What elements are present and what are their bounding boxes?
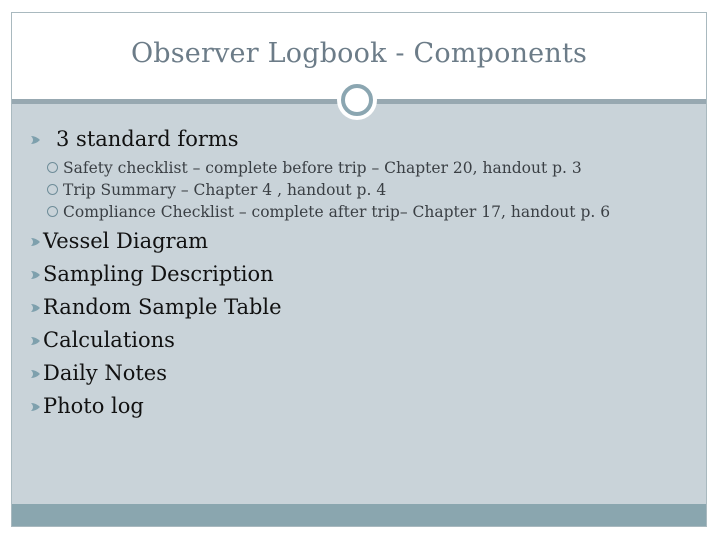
sub-bullet-item bbox=[27, 201, 687, 223]
circle-bullet-icon bbox=[47, 162, 58, 173]
bullet-item bbox=[27, 390, 687, 423]
bullet-text: Daily Notes bbox=[43, 361, 167, 385]
bullet-item bbox=[27, 123, 687, 156]
bullet-arrow-icon bbox=[29, 258, 43, 291]
bullet-arrow-icon bbox=[29, 324, 43, 357]
bullet-arrow-icon bbox=[29, 123, 43, 156]
footer-bar bbox=[12, 504, 706, 526]
slide-title: Observer Logbook - Components bbox=[130, 38, 588, 69]
bullet-arrow-icon bbox=[29, 390, 43, 423]
bullet-text: Vessel Diagram bbox=[43, 229, 209, 253]
bullet-text: Photo log bbox=[43, 394, 144, 418]
bullet-item bbox=[27, 357, 687, 390]
sub-bullet-item bbox=[27, 157, 687, 179]
bullet-item bbox=[27, 258, 687, 291]
bullet-text: Sampling Description bbox=[43, 262, 274, 286]
bullet-arrow-icon bbox=[29, 291, 43, 324]
sub-bullet-text: Safety checklist – complete before trip – Chapter 20, handout p. 3 bbox=[63, 159, 582, 177]
bullet-text: Calculations bbox=[43, 328, 175, 352]
sub-bullet-text: Compliance Checklist – complete after trip– Chapter 17, handout p. 6 bbox=[63, 203, 611, 221]
bullet-item bbox=[27, 291, 687, 324]
circle-bullet-icon bbox=[47, 184, 58, 195]
sub-bullet-list bbox=[27, 157, 687, 223]
sub-bullet-text: Trip Summary – Chapter 4 , handout p. 4 bbox=[63, 181, 387, 199]
bullet-list bbox=[27, 123, 687, 423]
bullet-arrow-icon bbox=[29, 357, 43, 390]
ring-ornament-inner bbox=[341, 84, 373, 116]
bullet-text: Random Sample Table bbox=[43, 295, 282, 319]
circle-bullet-icon bbox=[47, 206, 58, 217]
bullet-arrow-icon bbox=[29, 225, 43, 258]
bullet-text: 3 standard forms bbox=[56, 127, 239, 151]
ring-ornament-icon bbox=[337, 80, 377, 120]
bullet-item bbox=[27, 225, 687, 258]
sub-bullet-item bbox=[27, 179, 687, 201]
bullet-item bbox=[27, 324, 687, 357]
